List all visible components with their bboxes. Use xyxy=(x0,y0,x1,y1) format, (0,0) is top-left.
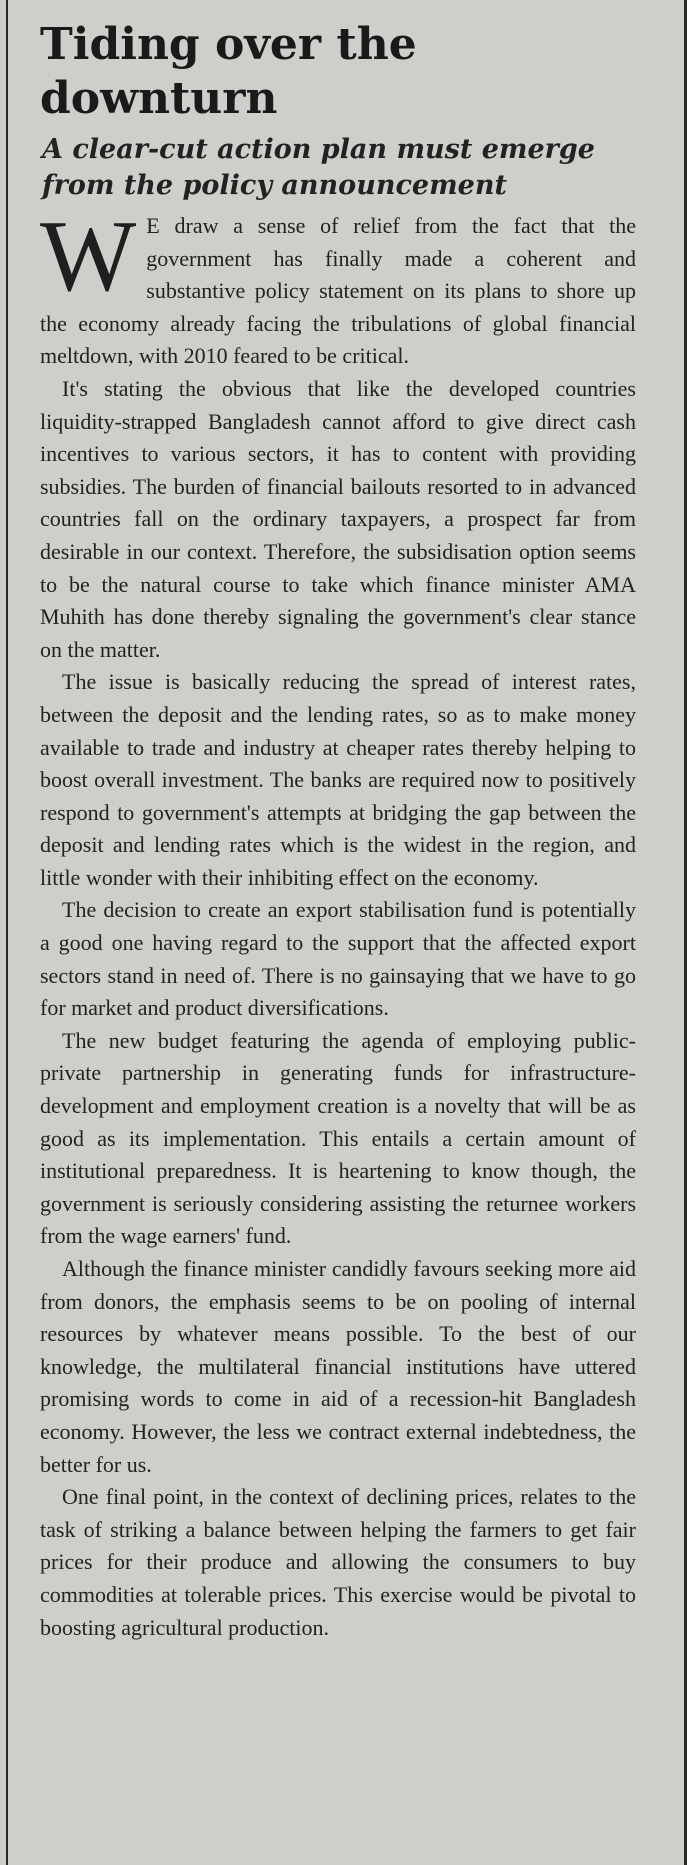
column-rule-left xyxy=(6,0,8,1865)
paragraph-6: Although the finance minister candidly favours seeking more aid from donors, the emphasis seems to be on pooling of internal resources by whatever means possible. To the best of our knowledge, the multilateral financial institutions have uttered promising words to come in aid of a recession-hit Bangladesh economy. However, the less we contract external indebtedness, the better for us. xyxy=(40,1256,636,1477)
paragraph-5: The new budget featuring the agenda of employing public-private partnership in generating funds for infrastructure-development and employment creation is a novelty that will be as good as its implementation. This entails a certain amount of institutional preparedness. It is heartening to know though, the government is seriously considering assisting the returnee workers from the wage earners' fund. xyxy=(40,1027,636,1249)
article-body xyxy=(40,200,636,1644)
paragraph-7: One final point, in the context of declining prices, relates to the task of striking a balance between helping the farmers to get fair prices for their produce and allowing the consumers to buy commodities at tolerable prices. This exercise would be pivotal to boosting agricultural production. xyxy=(40,1484,636,1640)
subheadline: A clear-cut action plan must emerge from the policy announcement xyxy=(42,134,595,201)
paragraph-2: It's stating the obvious that like the developed countries liquidity-strapped Bangladesh cannot afford to give direct cash incentives to various sectors, it has to content with providing subsidies. The burden of financial bailouts resorted to in advanced countries fall on the ordinary taxpayers, a prospect far from desirable in our context. Therefore, the subsidisation option seems to be the natural course to take which finance minister AMA Muhith has done thereby signaling the government's clear stance on the matter. xyxy=(40,375,636,662)
paragraph-1 xyxy=(40,200,636,373)
paragraph-3: The issue is basically reducing the spread of interest rates, between the deposit and the lending rates, so as to make money available to trade and industry at cheaper rates thereby helping to boost overall investment. The banks are required now to positively respond to government's attempts at bridging the gap between the deposit and lending rates which is the widest in the region, and little wonder with their inhibiting effect on the economy. xyxy=(40,669,636,890)
editorial-article xyxy=(40,18,636,1644)
drop-cap: W xyxy=(40,200,137,313)
headline: Tiding over the downturn xyxy=(40,19,417,124)
paragraph-4: The decision to create an export stabilisation fund is potentially a good one having regard to the support that the affected export sectors stand in need of. There is no gainsaying that we have to go for market and product diversifications. xyxy=(40,897,636,1021)
paragraph-1-text: E draw a sense of relief from the fact that the government has finally made a coherent and substantive policy statement on its plans to shore up the economy already facing the tribulations of global financial meltdown, with 2010 feared to be critical. xyxy=(40,213,636,369)
